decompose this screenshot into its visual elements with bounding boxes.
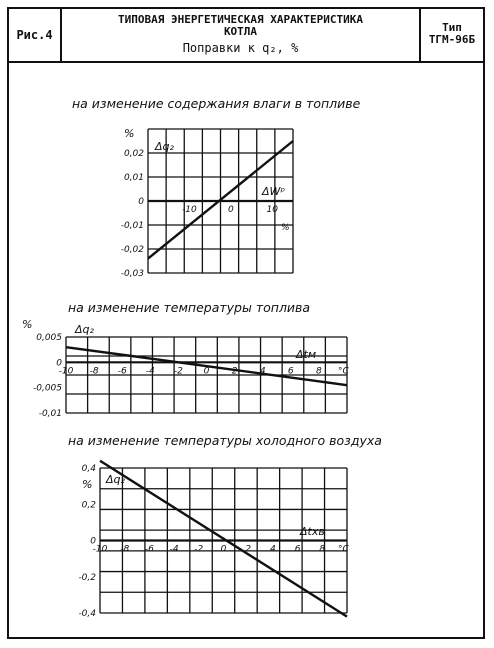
chart-3-y-tick-label: -0,4 [78, 609, 96, 619]
chart-3-title: на изменение температуры холодного воздуха [68, 433, 382, 448]
chart-2-x-tick-label: -6 [117, 366, 127, 377]
chart-3-x-axis-label: Δtхв [300, 525, 325, 538]
chart-1-x-tick-label: 0 [227, 205, 234, 215]
chart-2-x-tick-label: 6 [287, 366, 294, 377]
chart-3-y-tick-label: 0,2 [81, 500, 96, 511]
chart-1-y-tick-label: 0,02 [123, 149, 144, 159]
chart-1-x-tick-label: -10 [182, 205, 197, 215]
chart-3-x-tick-label: 8 [319, 544, 326, 555]
subtitle: Поправки к q₂, % [182, 41, 299, 55]
chart-1-y-tick-label: 0,01 [123, 173, 144, 183]
chart-2-x-tick-label: -8 [89, 366, 99, 377]
chart-2-y-tick-label: -0,005 [32, 383, 62, 394]
chart-3-series-line [100, 461, 347, 617]
chart-1-y-tick-label: 0 [138, 197, 144, 207]
type-value: ТГМ-96Б [428, 33, 476, 46]
chart-2-y-tick-label: 0 [56, 358, 62, 369]
chart-2-y-tick-label: -0,01 [38, 409, 62, 419]
chart-3-x-tick-label: -8 [120, 544, 130, 555]
chart-2-y-tick-label: 0,005 [36, 333, 62, 343]
title-line-2: КОТЛА [223, 25, 258, 38]
chart-1-y-tick-label: -0,02 [120, 245, 144, 255]
chart-3-x-tick-label: -4 [169, 544, 179, 555]
chart-2-x-axis-label: Δtм [296, 348, 317, 361]
chart-1-series-label: Δq₂ [155, 140, 174, 153]
chart-2-x-tick-label: -10 [58, 366, 74, 377]
chart-3-x-unit-label: °C [338, 544, 349, 555]
chart-2-x-tick-label: -2 [173, 366, 183, 377]
chart-1-y-tick-label: -0,01 [120, 221, 144, 231]
chart-1-y-unit-label: % [124, 127, 135, 140]
chart-3-y-tick-label: 0 [90, 536, 96, 547]
chart-2-x-tick-label: 0 [203, 366, 210, 377]
chart-2-x-tick-label: -4 [145, 366, 155, 377]
chart-3-y-tick-label: -0,2 [78, 572, 96, 583]
chart-1-title: на изменение содержания влаги в топливе [72, 96, 361, 111]
chart-2-series-label: Δq₂ [75, 323, 94, 336]
chart-2-x-tick-label: 8 [316, 366, 322, 377]
chart-3-x-tick-label: -10 [92, 544, 108, 555]
chart-1-x-axis-label: ΔWᵖ [262, 185, 286, 198]
chart-3-x-tick-label: -6 [144, 544, 154, 555]
chart-3-x-tick-label: 6 [294, 544, 301, 555]
chart-3-x-tick-label: -2 [194, 544, 204, 555]
figure-number: Рис.4 [9, 9, 62, 61]
chart-3-x-tick-label: 0 [220, 544, 227, 555]
chart-1-x-tick-label: 10 [266, 205, 279, 215]
type-label: Тип [442, 21, 462, 34]
title-line-1: ТИПОВАЯ ЭНЕРГЕТИЧЕСКАЯ ХАРАКТЕРИСТИКА [117, 13, 364, 26]
chart-3-x-tick-label: 4 [270, 544, 276, 555]
chart-3-series-label: Δq₂ [106, 473, 125, 486]
chart-2-x-tick-label: 2 [231, 366, 238, 377]
chart-3-x-tick-label: 2 [245, 544, 252, 555]
chart-2-title: на изменение температуры топлива [68, 300, 311, 315]
chart-3-y-tick-label: 0,4 [81, 464, 96, 474]
chart-3-y-unit-label: % [82, 478, 93, 491]
chart-1-x-unit-label: % [281, 223, 290, 233]
chart-2-y-unit-label: % [22, 318, 33, 331]
chart-2-x-tick-label: 4 [259, 366, 266, 377]
chart-2-x-unit-label: °C [338, 366, 349, 377]
chart-1-y-tick-label: -0,03 [120, 269, 144, 279]
